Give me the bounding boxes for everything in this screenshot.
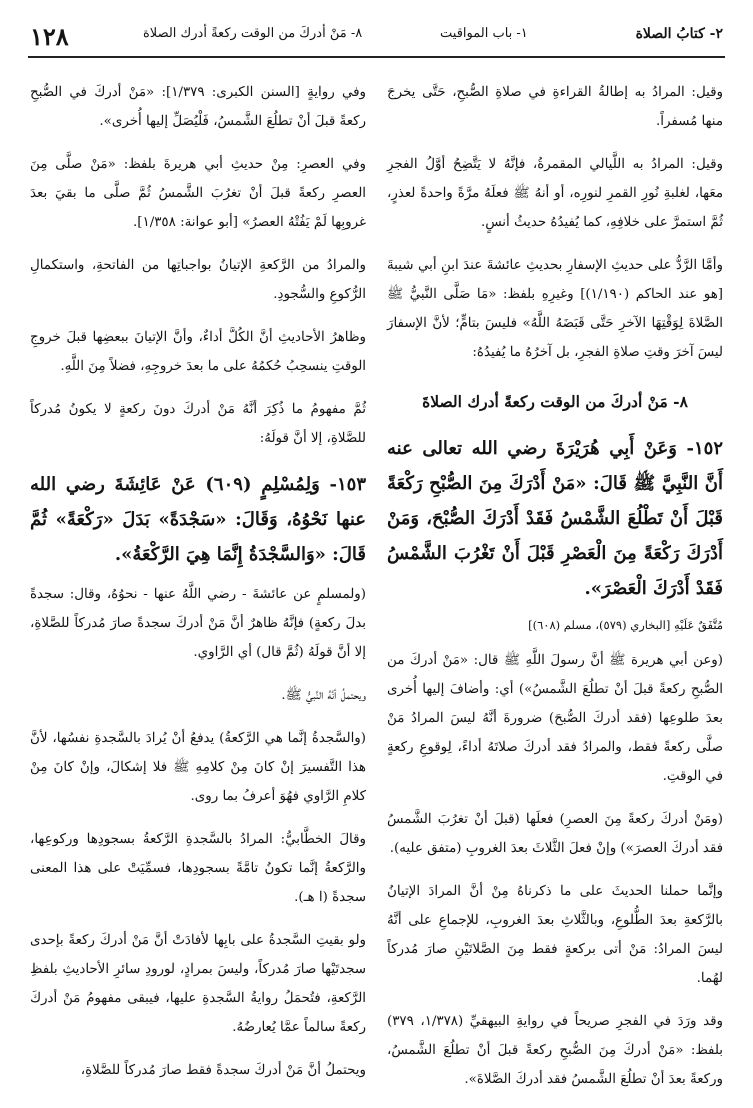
paragraph: وفي روايةٍ [السنن الكبرى: ١/٣٧٩]: «مَنْ أدركَ في الصُّبحِ ركعةً قبلَ أنْ تطلُعَ الشَّمسُ، فَلْيُصَلِّ إليها أُخرى». [30,85,367,129]
section-title: ٨- مَنْ أدركَ من الوقت ركعةً أدرك الصلاة [143,26,363,41]
hadith-text: ١٥٣- وَلِمُسْلِمٍ (٦٠٩) عَنْ عَائِشَةَ رضي الله عنها نَحْوُهُ، وَقَالَ: «سَجْدَةً» بَدَلَ «رَكْعَةً» ثُمَّ قَالَ: «وَالسَّجْدَةُ إِنَّمَا هِيَ الرَّكْعَةُ». [30,474,366,565]
paragraph: ويحتملُ أنَّ مَنْ أدركَ سجدةً فقط صارَ مُدركاً للصَّلاةِ، [80,1063,366,1078]
paragraph: ثُمَّ مفهومُ ما ذُكِرَ أنَّهُ مَنْ أدركَ دونَ ركعةٍ لا يكونُ مُدركاً للصَّلاةِ، إلا أنَّ قولَهُ: [30,402,366,446]
left-column [30,78,366,1099]
chapter-title: ١- باب المواقيت [440,26,528,41]
hadith-source: مُتَّفَقٌ عَلَيْهِ [البخاري (٥٧٩)، مسلم (٦٠٨)] [528,618,723,632]
paragraph: وظاهرُ الأحاديثِ أنَّ الكُلَّ أداءٌ، وأنَّ الإتيانَ ببعضِها قبلَ خروجِ الوقتِ ينسحِبُ حُكمُهُ على ما بعدَ خروجِهِ، فضلاً مِنَ اللَّهِ. [30,330,366,374]
paragraph: (ولمسلمٍ عن عائشةَ - رضي اللَّهُ عنها - نحوُهُ، وقال: سجدةً بدلَ ركعةٍ) فإنَّهُ ظاهرٌ أنَّ مَنْ أدركَ سجدةً صارَ مُدركاً للصَّلاةِ، إلا أنَّ قولَهُ (ثُمَّ قال) أي الرَّاوي. [30,587,366,660]
paragraph: (ومَنْ أدركَ ركعةً مِنَ العصرِ) فعلَها (قبلَ أنْ تغرُبَ الشَّمسُ فقد أدركَ العصرَ») وإنْ فعلَ الثَّلاثَ بعدَ الغروبِ (متفق عليه). [387,812,723,856]
page-number: ١٢٨ [30,22,69,51]
paragraph: وقالَ الخطَّابيُّ: المرادُ بالسَّجدةِ الرَّكعةُ بسجودِها وركوعِها، والرَّكعةُ إنَّما تكونُ تامَّةً بسجودِها، فسمِّيَتْ على هذا المعنى سجدةً (ا هـ). [30,832,366,905]
paragraph: ويحتملُ أنَّهُ النَّبيُّ ﷺ. [281,688,366,703]
paragraph: (وعن أبي هريرة ﷺ أنَّ رسولَ اللَّهِ ﷺ قال: «مَنْ أدركَ من الصُّبحِ ركعةً قبلَ أنْ تطلُعَ الشَّمسُ») أي: وأضافَ إليها أُخرى بعدَ طلوعِها (فقد أدركَ الصُّبحَ) ضرورةَ أنَّهُ ليسَ المرادُ مَنْ صلَّى ركعةً فقط، والمرادُ فقد أدركَ صلاتَهُ أداءً، لِوقوعِ ركعةٍ في الوقتِ. [387,653,723,784]
book-title: ٢- كتابُ الصلاة [635,26,723,42]
paragraph: وأمَّا الرَّدُّ على حديثِ الإسفارِ بحديثِ عائشةَ عندَ ابنِ أبي شيبةَ [هو عند الحاكم (١/١٩٠)] وغيرِهِ بلفظ: «مَا صَلَّى النَّبيُّ ﷺ الصَّلاةَ لِوَقْتِهَا الآخرِ حَتَّى قَبَضَهُ اللَّهُ» فليسَ بتامٍّ؛ لأنَّ الإسفارَ ليسَ آخرَ وقتِ صلاةِ الفجرِ، بل آخرُهُ ما يُفيدُهُ: [387,258,723,360]
paragraph: ولو بقيتِ السَّجدةُ على بابِها لأفادَتْ أنَّ مَنْ أدركَ ركعةً بإحدى سجدتَيْها صارَ مُدركاً، وليسَ بمرادٍ، لورودِ سائرِ الأحاديثِ بلفظِ الرَّكعةِ، فتُحمَلُ روايةُ السَّجدةِ عليها، فيبقى مفهومُ مَنْ أدركَ ركعةً سالماً عمَّا يُعارضُهُ. [30,933,366,1035]
paragraph: وقد ورَدَ في الفجرِ صريحاً في روايةِ البيهقيِّ (١/٣٧٨، ٣٧٩) بلفظ: «مَنْ أدركَ مِنَ الصُّبحِ ركعةً قبلَ أنْ تطلُعَ الشَّمسُ، وركعةً بعدَ أنْ تطلُعَ الشَّمسُ فقد أدركَ الصَّلاةَ». [387,1014,723,1087]
right-column [387,78,723,1108]
page-header [30,22,723,52]
paragraph: وإنَّما حملنا الحديثَ على ما ذكرناهُ مِنْ أنَّ المرادَ الإتيانُ بالرَّكعةِ بعدَ الطُّلوعِ، وبالثَّلاثِ بعدَ الغروبِ، للإجماعِ على أنَّهُ ليسَ المرادُ: مَنْ أتى بركعةٍ فقط مِنَ الصَّلاتَيْنِ صارَ مُدركاً لهُما. [387,884,723,986]
hadith-text: ١٥٢- وَعَنْ أَبِي هُرَيْرَةَ رضي الله تعالى عنه أَنَّ النَّبِيَّ ﷺ قَالَ: «مَنْ أَدْرَكَ مِنَ الصُّبْحِ رَكْعَةً قَبْلَ أَنْ تَطْلُعَ الشَّمْسُ فَقَدْ أَدْرَكَ الصُّبْحَ، وَمَنْ أَدْرَكَ رَكْعَةً مِنَ الْعَصْرِ قَبْلَ أَنْ تَغْرُبَ الشَّمْسُ فَقَدْ أَدْرَكَ الْعَصْرَ». [387,438,723,599]
paragraph: وقيل: المرادُ به إطالةُ القراءةِ في صلاةِ الصُّبحِ، حَتَّى يخرجَ منها مُسفراً. [387,85,723,129]
paragraph: والمرادُ من الرَّكعةِ الإتيانُ بواجباتِها من الفاتحةِ، واستكمالِ الرُّكوعِ والسُّجودِ. [30,258,366,302]
paragraph: وفي العصرِ: مِنْ حديثِ أبي هريرةَ بلفظ: «مَنْ صلَّى مِنَ العصرِ ركعةً قبلَ أنْ تغرُبَ الشَّمسُ ثُمَّ صلَّى ما بقيَ بعدَ غروبِها لَمْ يَفُتْهُ العصرُ» [أبو عوانة: ١/٣٥٨]. [30,157,366,230]
paragraph: وقيل: المرادُ به اللَّيالي المقمرةُ، فإنَّهُ لا يَتَّضِحُ أوَّلُ الفجرِ معَها، لغلبةِ نُورِ القمرِ لنورِه، أو أنهُ ﷺ فعلَهُ مرَّةً واحدةً لعذرٍ، ثُمَّ استمرَّ على خلافِهِ، كما يُفيدُهُ حديثُ أنسٍ. [387,157,723,230]
paragraph: (والسَّجدةُ إنَّما هي الرَّكعةُ) يدفعُ أنْ يُرادَ بالسَّجدةِ نفسُها، لأنَّ هذا التَّفسيرَ إنْ كانَ مِنْ كلامِهِ ﷺ فلا إشكالَ، وإنْ كانَ مِنْ كلامِ الرَّاوي فهُوَ أعرفُ بما روى. [30,731,366,804]
header-divider [28,56,725,58]
section-heading: ٨- مَنْ أدركَ من الوقت ركعةً أدرك الصلاةَ [422,392,688,411]
